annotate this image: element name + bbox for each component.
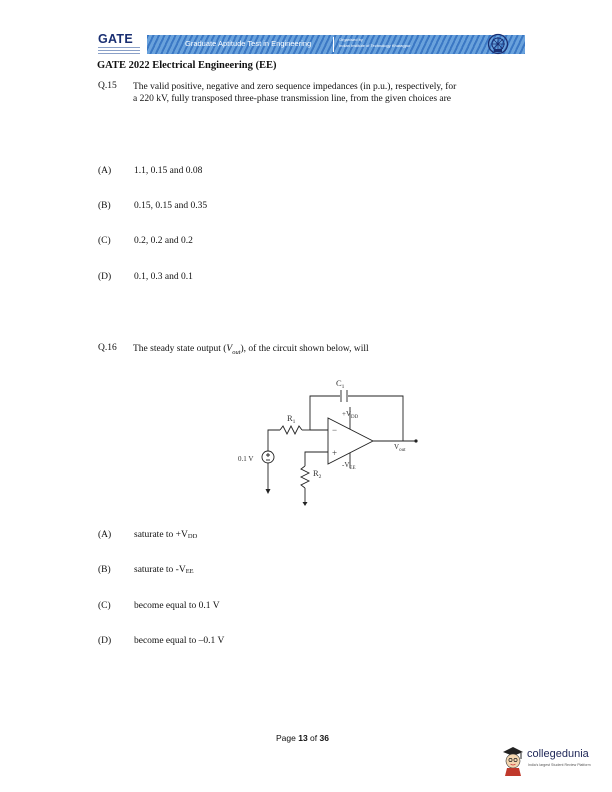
question-16-text — [133, 343, 369, 359]
q15-option-b-letter: (B) — [98, 201, 111, 211]
header-banner — [147, 35, 525, 54]
q15-option-b: 0.15, 0.15 and 0.35 — [134, 201, 208, 211]
question-16-text-after: ), of the circuit shown below, will — [240, 344, 369, 354]
question-15-text — [133, 81, 456, 105]
question-15-line-1: The valid positive, negative and zero sequence impedances (in p.u.), respectively, for — [133, 82, 457, 92]
collegedunia-tagline: India's largest Student Review Platform — [528, 763, 591, 767]
question-16-number: Q.16 — [98, 343, 117, 353]
vdd-label: $+V_{DD}$ — [342, 410, 359, 420]
page-footer — [276, 733, 329, 743]
q16-option-b — [134, 565, 194, 575]
question-16-var-sub: out — [232, 348, 241, 356]
resistor-r1-label: $R_1$ — [287, 413, 296, 425]
q15-option-d-letter: (D) — [98, 272, 112, 282]
q15-option-c: 0.2, 0.2 and 0.2 — [134, 236, 193, 246]
footer-page-number: 13 — [298, 733, 308, 743]
student-mascot-icon — [500, 744, 526, 776]
banner-institute: Indian Institute of Technology Kharagpur — [339, 43, 411, 48]
q16-option-c: become equal to 0.1 V — [134, 601, 220, 611]
q16-option-b-letter: (B) — [98, 565, 111, 575]
footer-prefix: Page — [276, 733, 299, 743]
q15-option-d: 0.1, 0.3 and 0.1 — [134, 272, 193, 282]
q16-option-a-text: saturate to +V — [134, 530, 188, 540]
ground-arrow-r2 — [303, 502, 308, 506]
q15-option-a: 1.1, 0.15 and 0.08 — [134, 166, 203, 176]
q16-option-d: become equal to –0.1 V — [134, 636, 225, 646]
op-amp-circuit-diagram — [228, 376, 418, 506]
collegedunia-logo — [500, 744, 608, 778]
banner-separator — [333, 37, 334, 52]
resistor-r2-symbol — [301, 466, 309, 488]
resistor-r2-label: $R_2$ — [313, 468, 322, 480]
ground-arrow-source — [266, 489, 271, 494]
source-voltage-label: 0.1 V — [238, 455, 254, 463]
iit-emblem-icon — [487, 33, 509, 55]
collegedunia-name: collegedunia — [527, 748, 589, 760]
q16-option-a — [134, 530, 197, 540]
gate-logo — [97, 31, 143, 59]
gate-logo-text: GATE — [98, 32, 133, 46]
vee-label: $-V_{EE}$ — [342, 461, 356, 471]
capacitor-c1-label: $C_1$ — [336, 378, 345, 390]
q15-option-a-letter: (A) — [98, 166, 112, 176]
footer-of: of — [307, 733, 320, 743]
resistor-r1-symbol — [280, 426, 302, 434]
footer-total-pages: 36 — [319, 733, 329, 743]
gate-logo-lines — [98, 47, 140, 56]
paper-title: GATE 2022 Electrical Engineering (EE) — [97, 60, 277, 71]
q16-option-c-letter: (C) — [98, 601, 111, 611]
q16-option-a-sub: DD — [187, 533, 198, 540]
inverting-input-sign: − — [332, 425, 338, 435]
q15-option-c-letter: (C) — [98, 236, 111, 246]
question-16-text-before: The steady state output ( — [133, 344, 227, 354]
page-header — [97, 31, 517, 61]
q16-option-d-letter: (D) — [98, 636, 112, 646]
banner-title: Graduate Aptitude Test in Engineering — [185, 39, 312, 48]
banner-organised-by: Organised by — [339, 37, 363, 42]
noninverting-input-sign: + — [332, 448, 338, 458]
question-16-var: V — [226, 344, 233, 354]
q16-option-b-text: saturate to -V — [134, 565, 186, 575]
q16-option-b-sub: EE — [185, 568, 194, 575]
question-15-line-2: a 220 kV, fully transposed three-phase transmission line, from the given choices are — [133, 94, 451, 104]
q16-option-a-letter: (A) — [98, 530, 112, 540]
vout-label: $V_{out}$ — [394, 443, 406, 453]
output-terminal — [414, 439, 417, 442]
question-15-number: Q.15 — [98, 81, 117, 91]
